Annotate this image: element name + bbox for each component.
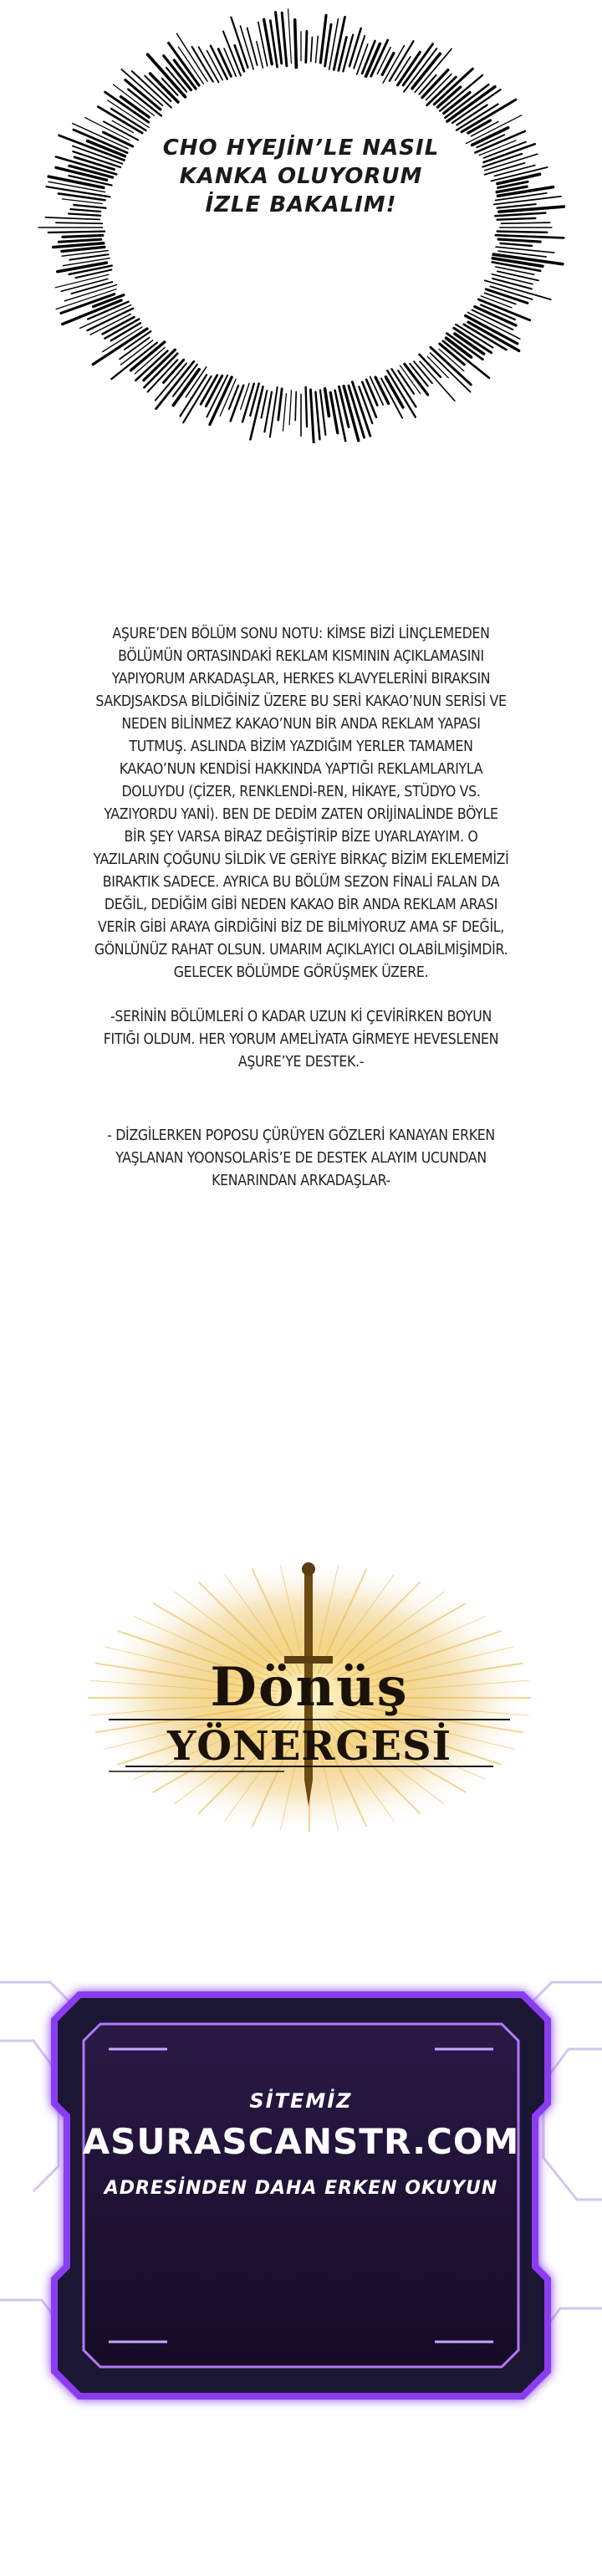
speech-burst-icon [33, 8, 569, 443]
banner-line-1: SİTEMİZ [249, 2089, 353, 2113]
speech-bubble-text [125, 134, 477, 219]
logo-word-2: YÖNERGESİ [166, 1723, 452, 1770]
translator-note: -SERİNİN BÖLÜMLERİ O KADAR UZUN Kİ ÇEVİRİRKEN BOYUN FITIĞI OLDUM. HER YORUM AMELİYATA GİRMEYE HEVESLENEN AŞURE’YE DESTEK.- [103, 1009, 499, 1071]
speech-line-2: KANKA OLUYORUM [179, 164, 423, 189]
banner-line-3: ADRESİNDEN DAHA ERKEN OKUYUN [104, 2178, 498, 2199]
banner-site-url[interactable]: ASURASCANSTR.COM [82, 2121, 520, 2162]
series-logo [75, 1556, 543, 1840]
speech-line-3: İZLE BAKALIM! [205, 192, 397, 217]
speech-line-1: CHO HYEJİN’LE NASIL [162, 135, 440, 161]
end-note-main: AŞURE’DEN BÖLÜM SONU NOTU: KİMSE BİZİ LİNÇLEMEDEN BÖLÜMÜN ORTASINDAKİ REKLAM KISMININ AÇIKLAMASINI YAPIYORUM ARKADAŞLAR, HERKES KLAVYELERİNİ BIRAKSIN SAKDJSAKDSA BİLDİĞİNİZ ÜZERE BU SERİ KAKAO’NUN SERİSİ VE NEDEN BİLİNMEZ KAKAO’NUN BİR ANDA REKLAM YAPASI TUTMUŞ. ASLINDA BİZİM YAZDIĞIM YERLER TAMAMEN KAKAO’NUN KENDİSİ HAKKINDA YAPTIĞI REKLAMLARIYLA DOLUYDU (ÇİZER, RENKLENDİ-REN, HİKAYE, STÜDYO VS. YAZIYORDU YANİ). BEN DE DEDİM ZATEN ORİJİNALİNDE BÖYLE BİR ŞEY VARSA BİRAZ DEĞİŞTİRİP BİZE UYARLAYAYIM. O YAZILARIN ÇOĞUNU SİLDİK VE GERİYE BİRKAÇ BİZİM EKLEMEMİZİ BIRAKTIK SADECE. AYRICA BU BÖLÜM SEZON FİNALİ FALAN DA DEĞİL, DEDİĞİM GİBİ NEDEN KAKAO BİR ANDA REKLAM ARASI VERİR GİBİ ARAYA GİRDİĞİNİ BİZ DE BİLMİYORUZ AMA SF DEĞİL, GÖNLÜNÜZ RAHAT OLSUN. UMARIM AÇIKLAYICI OLABİLMİŞİMDİR. GELECEK BÖLÜMDE GÖRÜŞMEK ÜZERE. [93, 626, 509, 981]
editor-note: - DİZGİLERKEN POPOSU ÇÜRÜYEN GÖZLERİ KANAYAN ERKEN YAŞLANAN YOONSOLARİS’E DE DESTEK ALAYIM UCUNDAN KENARINDAN ARKADAŞLAR- [107, 1127, 495, 1189]
circuit-frame-icon [0, 1949, 602, 2451]
logo-word-1: Dönüş [210, 1656, 409, 1719]
